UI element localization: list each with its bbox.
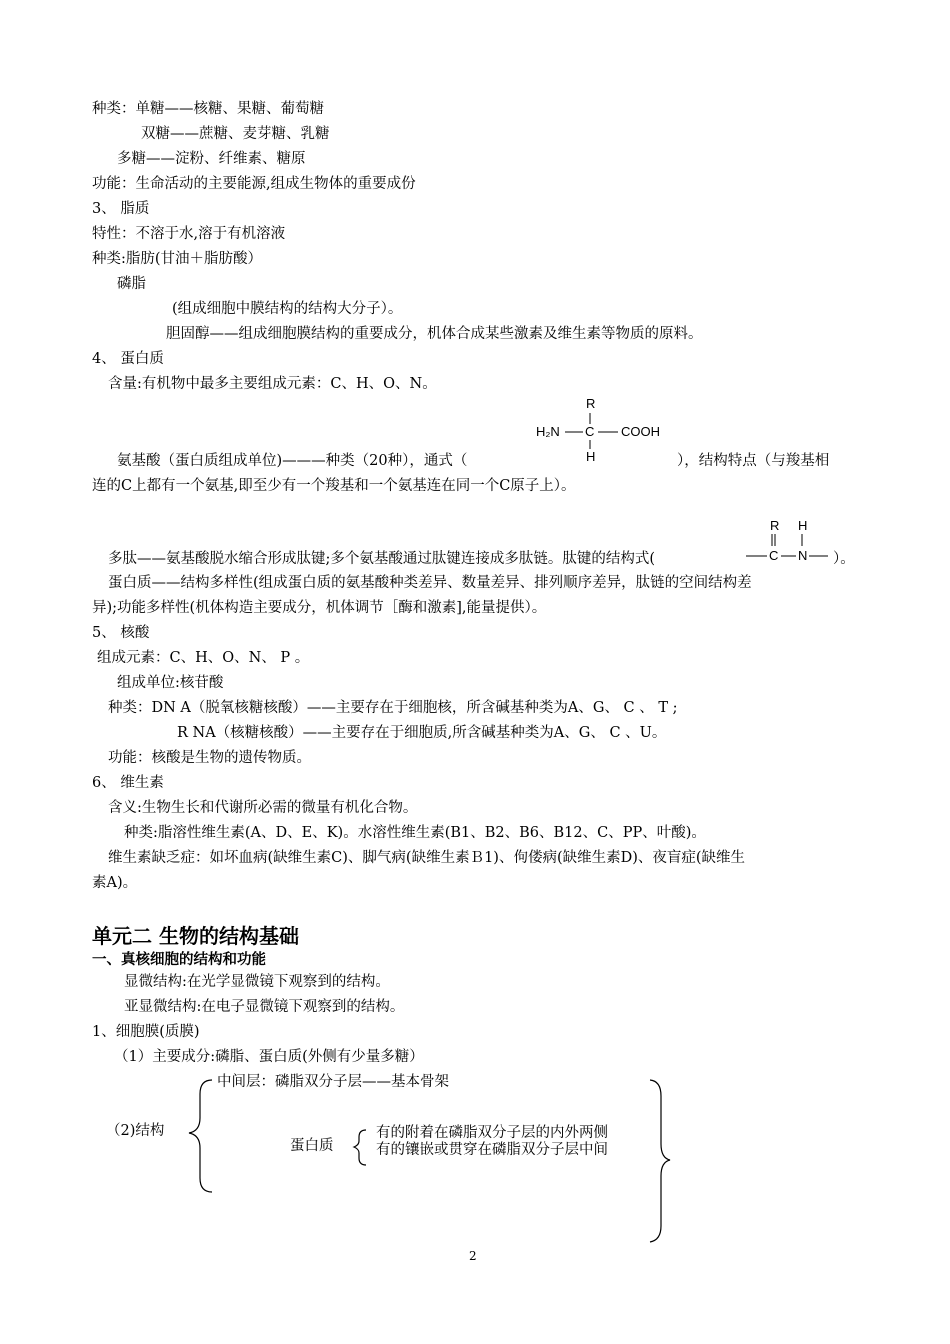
left-brace xyxy=(189,1080,212,1192)
section-heading: 3、 脂质 xyxy=(92,201,150,217)
text-line: 双糖——蔗糖、麦芽糖、乳糖 xyxy=(141,126,330,142)
text-line: 功能：核酸是生物的遗传物质。 xyxy=(108,750,311,766)
text-line: ），结构特点（与羧基相 xyxy=(677,453,830,469)
text-line: R NA（核糖核酸）——主要存在于细胞质,所含碱基种类为A、G、 C 、U。 xyxy=(177,725,667,741)
text-line: 种类：单糖——核糖、果糖、葡萄糖 xyxy=(92,101,324,117)
text-line: 功能：生命活动的主要能源,组成生物体的重要成份 xyxy=(92,176,416,192)
text-line: 特性：不溶于水,溶于有机溶液 xyxy=(92,226,286,242)
middle-layer-text: 中间层：磷脂双分子层——基本骨架 xyxy=(217,1074,449,1090)
protein-detail-1: 有的附着在磷脂双分子层的内外两侧 xyxy=(376,1125,608,1141)
formula-c: C xyxy=(585,424,595,439)
text-line: 种类:脂肪(甘油＋脂肪酸） xyxy=(92,251,263,267)
text-line: 素A)。 xyxy=(92,875,138,891)
text-line: (组成细胞中膜结构的结构大分子）。 xyxy=(172,301,403,317)
text-line: 种类:脂溶性维生素(A、D、E、K)。水溶性维生素(B1、B2、B6、B12、C、PP、叶酸)。 xyxy=(124,825,706,841)
text-line: 组成单位:核苷酸 xyxy=(117,675,224,691)
text-line: （1）主要成分:磷脂、蛋白质(外侧有少量多糖） xyxy=(114,1049,424,1065)
text-line: 维生素缺乏症：如坏血病(缺维生素C)、脚气病(缺维生素Ｂ1)、佝偻病(缺维生素D)、夜盲症(缺维生 xyxy=(108,850,746,866)
section-title: 一、真核细胞的结构和功能 xyxy=(92,952,266,968)
text-line: 显微结构:在光学显微镜下观察到的结构。 xyxy=(124,974,390,990)
amino-acid-formula xyxy=(536,396,686,466)
text-line: 胆固醇——组成细胞膜结构的重要成分，机体合成某些激素及维生素等物质的原料。 xyxy=(166,326,703,342)
unit-title: 单元二 生物的结构基础 xyxy=(92,924,299,948)
text-line: 含量:有机物中最多主要组成元素：C、H、O、N。 xyxy=(108,376,437,392)
text-line: 氨基酸（蛋白质组成单位)———种类（20种），通式（ xyxy=(117,453,468,469)
protein-detail-2: 有的镶嵌或贯穿在磷脂双分子层中间 xyxy=(376,1142,608,1158)
text-line: 含义:生物生长和代谢所必需的微量有机化合物。 xyxy=(108,800,418,816)
peptide-bond-formula xyxy=(740,518,840,568)
text-line: 组成元素：C、H、O、N、 P 。 xyxy=(97,650,310,666)
formula-bonds xyxy=(536,396,686,466)
protein-label: 蛋白质 xyxy=(290,1138,334,1154)
text-line: ）。 xyxy=(833,551,855,567)
text-line: 1、细胞膜(质膜) xyxy=(92,1024,200,1040)
peptide-r: R xyxy=(770,518,780,533)
section-heading: 4、 蛋白质 xyxy=(92,351,164,367)
text-line: 连的C上都有一个氨基,即至少有一个羧基和一个氨基连在同一个C原子上）。 xyxy=(92,478,576,494)
section-heading: 6、 维生素 xyxy=(92,775,164,791)
text-line: 种类：DN A（脱氧核糖核酸）——主要存在于细胞核，所含碱基种类为A、G、 C 、 T ; xyxy=(108,700,678,716)
structure-label: （2)结构 xyxy=(106,1123,165,1139)
formula-cooh: COOH xyxy=(621,424,660,439)
formula-h2n: H₂N xyxy=(536,424,560,439)
text-line: 蛋白质——结构多样性(组成蛋白质的氨基酸种类差异、数量差异、排列顺序差异，肽链的空间结构差 xyxy=(108,575,752,591)
text-line: 亚显微结构:在电子显微镜下观察到的结构。 xyxy=(124,999,405,1015)
peptide-c: C xyxy=(769,548,779,563)
section-heading: 5、 核酸 xyxy=(92,625,150,641)
text-line: 多糖——淀粉、纤维素、糖原 xyxy=(117,151,306,167)
peptide-bonds xyxy=(740,518,840,568)
peptide-h: H xyxy=(798,518,808,533)
formula-h: H xyxy=(586,449,596,464)
page-number: 2 xyxy=(469,1249,477,1263)
right-brace xyxy=(650,1080,670,1242)
formula-r: R xyxy=(586,396,596,411)
text-line: 多肽——氨基酸脱水缩合形成肽键;多个氨基酸通过肽键连接成多肽链。肽键的结构式( xyxy=(108,551,656,567)
text-line: 异);功能多样性(机体构造主要成分，机体调节［酶和激素],能量提供）。 xyxy=(92,600,547,616)
small-brace xyxy=(354,1130,366,1165)
peptide-n: N xyxy=(798,548,808,563)
text-line: 磷脂 xyxy=(117,276,146,292)
